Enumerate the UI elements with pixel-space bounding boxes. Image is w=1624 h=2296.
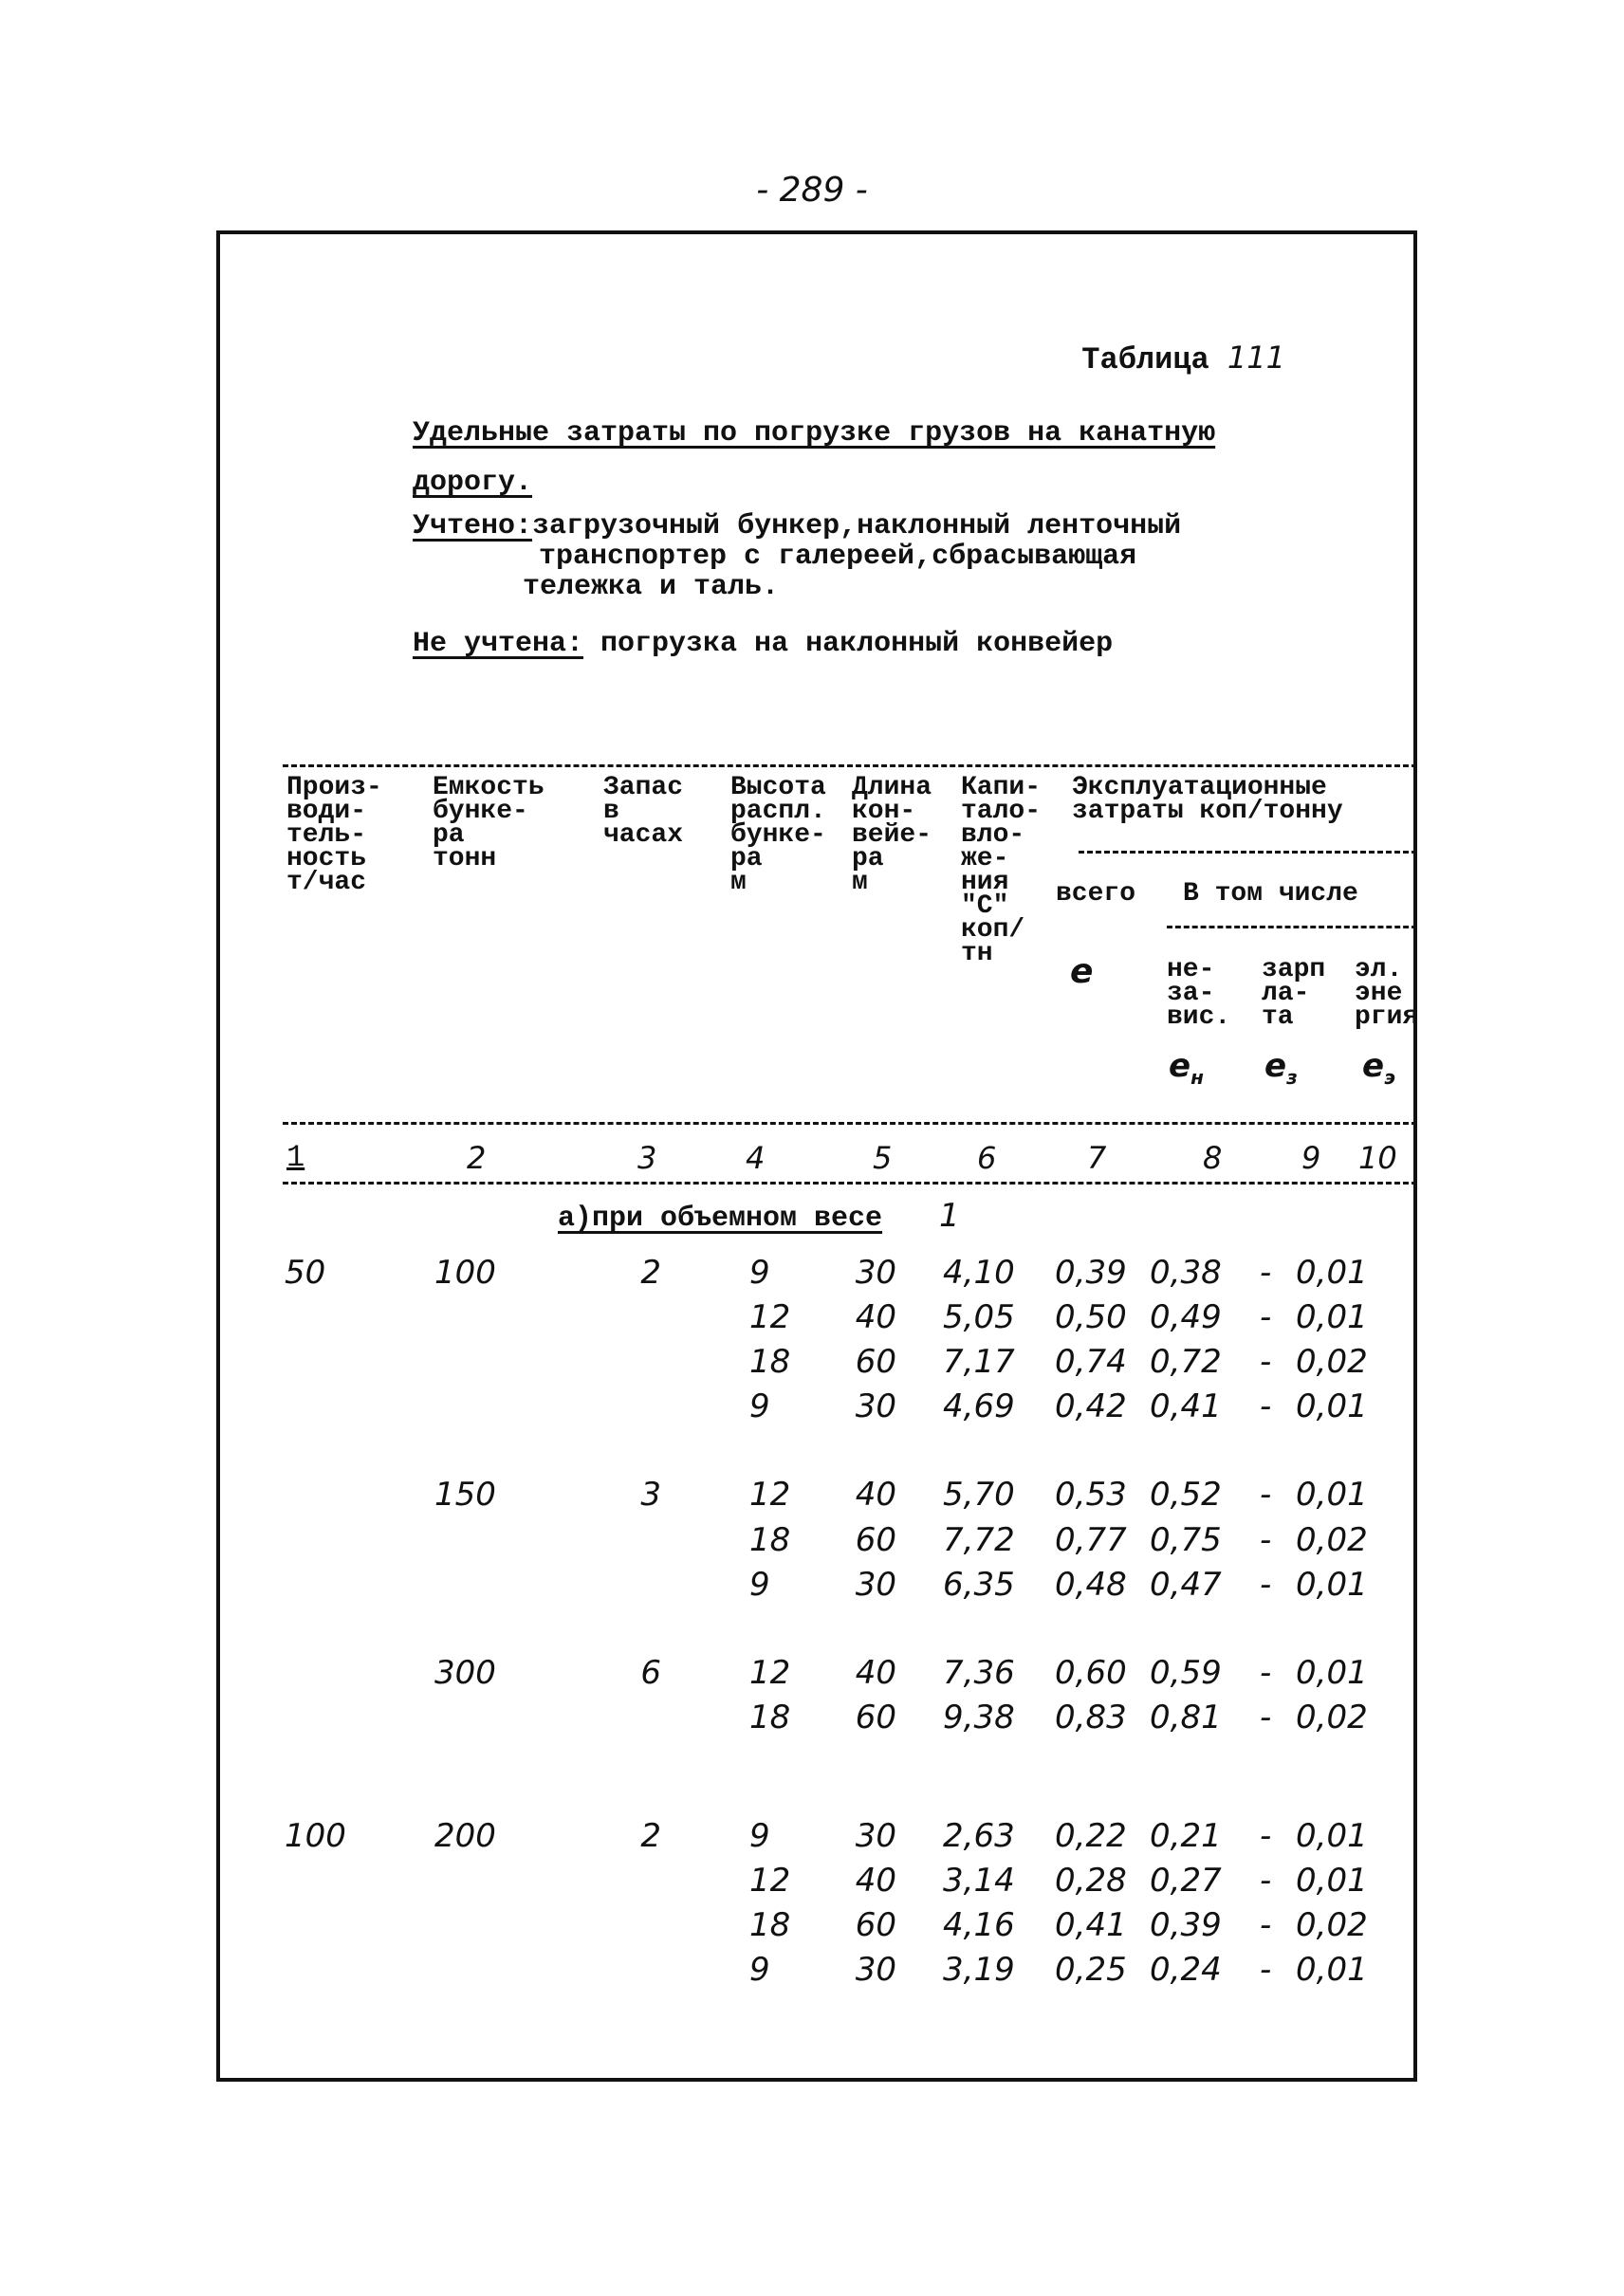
subheading-value: 1	[939, 1197, 960, 1235]
cell-c7: 0,28	[1055, 1862, 1127, 1900]
cell-c3: 2	[640, 1817, 661, 1855]
cell-c1: 100	[285, 1817, 346, 1855]
cell-c9: -	[1260, 1476, 1272, 1514]
cell-c9: -	[1260, 1817, 1272, 1855]
cell-c5: 60	[855, 1521, 896, 1559]
cell-c5: 60	[855, 1699, 896, 1736]
cell-c10: 0,01	[1296, 1254, 1368, 1292]
cell-c9: -	[1260, 1298, 1272, 1336]
table-label-number: 111	[1227, 340, 1285, 376]
cell-c6: 5,05	[943, 1298, 1015, 1336]
cell-c7: 0,74	[1055, 1343, 1127, 1381]
cell-c3: 6	[640, 1654, 661, 1692]
cell-c10: 0,01	[1296, 1817, 1368, 1855]
table-label-word: Таблица	[1081, 342, 1209, 377]
header-height: Высота распл. бунке- ра м	[730, 773, 826, 897]
cell-c6: 7,72	[943, 1521, 1015, 1559]
header-e-n-sub: н	[1190, 1065, 1204, 1089]
cell-c4: 9	[749, 1566, 770, 1604]
cell-c4: 12	[749, 1654, 791, 1692]
cell-c5: 30	[855, 1387, 896, 1425]
colnum-3: 3	[637, 1140, 657, 1176]
cell-c8: 0,24	[1150, 1951, 1222, 1989]
cell-c6: 4,69	[943, 1387, 1015, 1425]
colnum-bottom-rule	[283, 1182, 1417, 1185]
accounted-label: Учтено:	[413, 510, 533, 542]
cell-c9: -	[1260, 1521, 1272, 1559]
cell-c10: 0,01	[1296, 1298, 1368, 1336]
cell-c8: 0,52	[1150, 1476, 1222, 1514]
header-e-e-letter: е	[1362, 1047, 1385, 1085]
cell-c7: 0,77	[1055, 1521, 1127, 1559]
accounted-line1	[413, 510, 1181, 542]
cell-c6: 7,17	[943, 1343, 1015, 1381]
cell-c5: 40	[855, 1476, 896, 1514]
header-including: В том числе	[1183, 879, 1358, 909]
header-e-z-sub: з	[1286, 1065, 1298, 1089]
subheading-prefix: а)при объемном весе	[558, 1203, 883, 1235]
cell-c5: 40	[855, 1654, 896, 1692]
header-operating-group: Эксплуатационные затраты коп/тонну	[1072, 773, 1343, 826]
table-title-line2	[413, 467, 532, 499]
table-title-line1: Удельные затраты по погрузке грузов на канатную	[413, 417, 1216, 450]
cell-c10: 0,02	[1296, 1906, 1368, 1944]
cell-c4: 18	[749, 1343, 791, 1381]
cell-c10: 0,02	[1296, 1343, 1368, 1381]
cell-c5: 40	[855, 1298, 896, 1336]
header-length: Длина кон- вейе- ра м	[852, 773, 932, 897]
header-e: е	[1070, 952, 1094, 991]
cell-c2: 100	[434, 1254, 496, 1292]
colnum-2: 2	[467, 1140, 487, 1176]
cell-c6: 3,14	[943, 1862, 1015, 1900]
cell-c5: 30	[855, 1817, 896, 1855]
cell-c7: 0,60	[1055, 1654, 1127, 1692]
cell-c4: 9	[749, 1817, 770, 1855]
header-e-n-letter: е	[1169, 1047, 1191, 1085]
cell-c8: 0,75	[1150, 1521, 1222, 1559]
colnum-8: 8	[1203, 1140, 1223, 1176]
cell-c4: 12	[749, 1862, 791, 1900]
cell-c7: 0,41	[1055, 1906, 1127, 1944]
cell-c5: 30	[855, 1254, 896, 1292]
header-e-n	[1169, 1047, 1204, 1090]
cell-c4: 9	[749, 1254, 770, 1292]
cell-c8: 0,81	[1150, 1699, 1222, 1736]
cell-c8: 0,72	[1150, 1343, 1222, 1381]
colnum-6: 6	[977, 1140, 997, 1176]
cell-c8: 0,49	[1150, 1298, 1222, 1336]
cell-c2: 300	[434, 1654, 496, 1692]
cell-c6: 4,10	[943, 1254, 1015, 1292]
table-title-line2-text: дорогу.	[413, 467, 533, 499]
cell-c10: 0,01	[1296, 1654, 1368, 1692]
cell-c9: -	[1260, 1699, 1272, 1736]
cell-c9: -	[1260, 1387, 1272, 1425]
table-frame	[216, 230, 1417, 2082]
cell-c7: 0,53	[1055, 1476, 1127, 1514]
cell-c7: 0,50	[1055, 1298, 1127, 1336]
cell-c10: 0,01	[1296, 1862, 1368, 1900]
cell-c8: 0,38	[1150, 1254, 1222, 1292]
colnum-9: 9	[1301, 1140, 1321, 1176]
cell-c7: 0,48	[1055, 1566, 1127, 1604]
header-top-rule	[283, 764, 1417, 767]
cell-c10: 0,01	[1296, 1951, 1368, 1989]
cell-c9: -	[1260, 1654, 1272, 1692]
header-e-e	[1362, 1047, 1395, 1090]
accounted-line2: транспортер с галереей,сбрасывающая	[539, 541, 1137, 573]
cell-c5: 30	[855, 1566, 896, 1604]
cell-c4: 12	[749, 1298, 791, 1336]
cell-c2: 150	[434, 1476, 496, 1514]
cell-c4: 18	[749, 1521, 791, 1559]
cell-c8: 0,39	[1150, 1906, 1222, 1944]
cell-c4: 18	[749, 1906, 791, 1944]
cell-c8: 0,41	[1150, 1387, 1222, 1425]
cell-c7: 0,39	[1055, 1254, 1127, 1292]
header-e-e-sub: э	[1384, 1065, 1395, 1089]
accounted-text-1: загрузочный бункер,наклонный ленточный	[532, 510, 1182, 542]
cell-c7: 0,42	[1055, 1387, 1127, 1425]
colnum-10: 10	[1358, 1140, 1397, 1176]
cell-c6: 5,70	[943, 1476, 1015, 1514]
header-e-z	[1264, 1047, 1298, 1090]
colnum-1: 1	[286, 1140, 305, 1175]
cell-c8: 0,21	[1150, 1817, 1222, 1855]
not-accounted-text: погрузка на наклонный конвейер	[583, 628, 1114, 660]
cell-c10: 0,01	[1296, 1566, 1368, 1604]
header-salary: зарп ла- та	[1262, 955, 1326, 1032]
cell-c5: 60	[855, 1906, 896, 1944]
not-accounted-line	[413, 628, 1113, 660]
cell-c9: -	[1260, 1343, 1272, 1381]
cell-c4: 18	[749, 1699, 791, 1736]
header-energy: эл. эне ргия	[1355, 955, 1419, 1032]
header-bottom-rule	[283, 1122, 1417, 1125]
cell-c10: 0,02	[1296, 1521, 1368, 1559]
header-productivity: Произ- води- тель- ность т/час	[286, 773, 382, 897]
cell-c6: 9,38	[943, 1699, 1015, 1736]
cell-c4: 9	[749, 1387, 770, 1425]
cell-c2: 200	[434, 1817, 496, 1855]
cell-c6: 2,63	[943, 1817, 1015, 1855]
cell-c9: -	[1260, 1862, 1272, 1900]
cell-c5: 40	[855, 1862, 896, 1900]
subheading	[558, 1203, 882, 1235]
cell-c1: 50	[285, 1254, 326, 1292]
header-independent: не- за- вис.	[1167, 955, 1231, 1032]
cell-c4: 9	[749, 1951, 770, 1989]
header-e-z-letter: е	[1264, 1047, 1287, 1085]
cell-c7: 0,25	[1055, 1951, 1127, 1989]
cell-c10: 0,01	[1296, 1476, 1368, 1514]
cell-c8: 0,27	[1150, 1862, 1222, 1900]
cell-c9: -	[1260, 1906, 1272, 1944]
cell-c6: 7,36	[943, 1654, 1015, 1692]
cell-c6: 6,35	[943, 1566, 1015, 1604]
cell-c10: 0,02	[1296, 1699, 1368, 1736]
cell-c9: -	[1260, 1566, 1272, 1604]
cell-c8: 0,47	[1150, 1566, 1222, 1604]
cell-c10: 0,01	[1296, 1387, 1368, 1425]
cell-c7: 0,22	[1055, 1817, 1127, 1855]
colnum-7: 7	[1087, 1140, 1107, 1176]
header-total: всего	[1056, 879, 1136, 909]
cell-c5: 60	[855, 1343, 896, 1381]
cell-c9: -	[1260, 1951, 1272, 1989]
cell-c3: 2	[640, 1254, 661, 1292]
cell-c6: 3,19	[943, 1951, 1015, 1989]
cell-c7: 0,83	[1055, 1699, 1127, 1736]
group-rule	[1079, 851, 1417, 854]
cell-c5: 30	[855, 1951, 896, 1989]
cell-c6: 4,16	[943, 1906, 1015, 1944]
not-accounted-label: Не учтена:	[413, 628, 584, 660]
accounted-line3: тележка и таль.	[523, 571, 780, 603]
header-reserve: Запас в часах	[603, 773, 684, 850]
including-rule	[1167, 926, 1417, 928]
page-number: - 289 -	[756, 171, 868, 210]
header-capital: Капи- тало- вло- же- ния "С" коп/ тн	[961, 773, 1042, 968]
cell-c3: 3	[640, 1476, 661, 1514]
colnum-4: 4	[746, 1140, 766, 1176]
colnum-5: 5	[873, 1140, 893, 1176]
cell-c8: 0,59	[1150, 1654, 1222, 1692]
header-capacity: Емкость бунке- ра тонн	[433, 773, 544, 873]
cell-c9: -	[1260, 1254, 1272, 1292]
cell-c4: 12	[749, 1476, 791, 1514]
table-label	[1081, 340, 1285, 377]
